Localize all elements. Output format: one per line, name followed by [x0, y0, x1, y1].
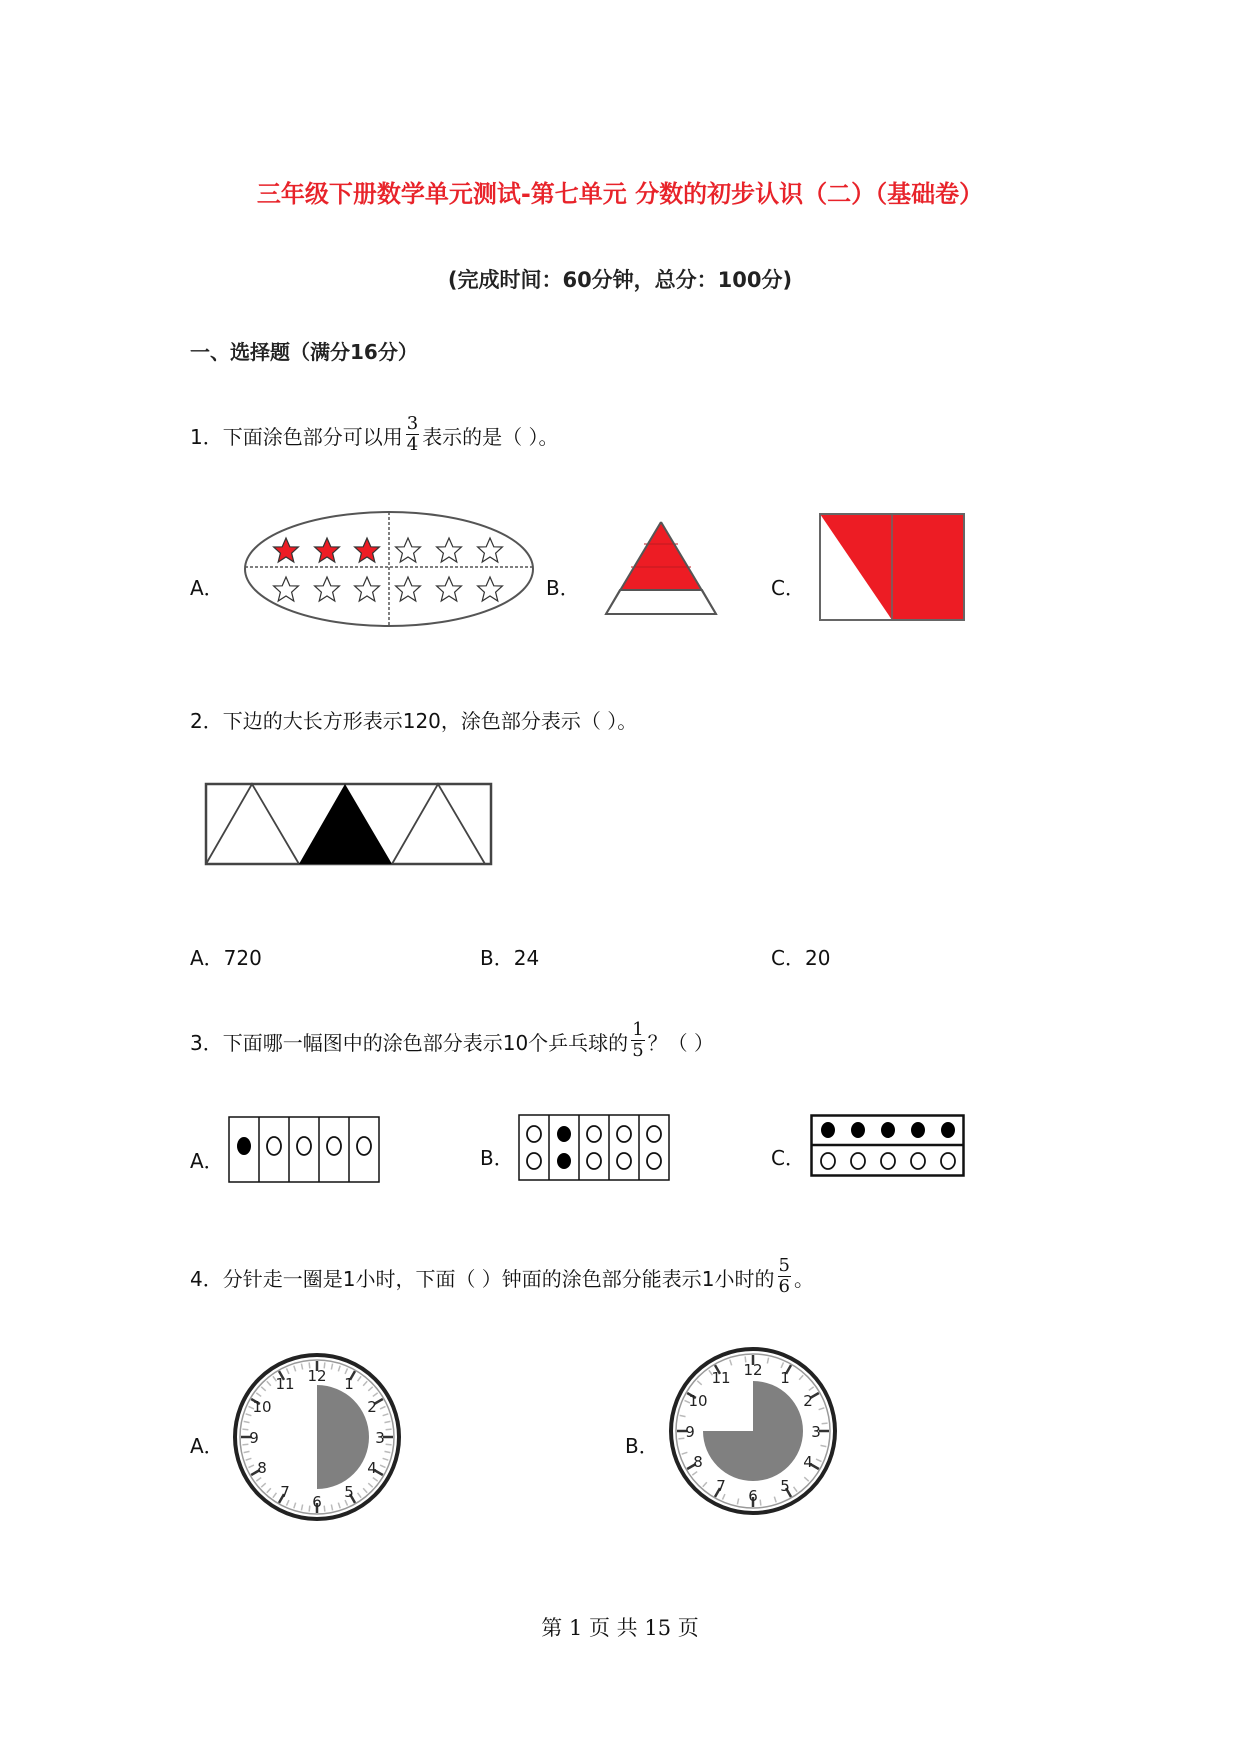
- svg-text:5: 5: [780, 1477, 790, 1495]
- document-title: 三年级下册数学单元测试-第七单元 分数的初步认识（二）（基础卷）: [256, 180, 984, 208]
- svg-text:5: 5: [344, 1483, 354, 1501]
- svg-text:9: 9: [249, 1429, 259, 1447]
- q1-option-a-figure[interactable]: [243, 510, 535, 628]
- svg-text:4: 4: [367, 1459, 377, 1477]
- question-4-text-before: 4．分针走一圈是1小时，下面（ ）钟面的涂色部分能表示1小时的: [190, 1267, 775, 1291]
- svg-text:11: 11: [711, 1369, 731, 1387]
- q3-option-c-figure[interactable]: [810, 1114, 966, 1178]
- rectangle-triangles-icon: [204, 782, 494, 868]
- svg-text:12: 12: [307, 1367, 327, 1385]
- svg-text:1: 1: [344, 1375, 354, 1393]
- svg-text:9: 9: [685, 1423, 695, 1441]
- q3-option-a-label: A．: [190, 1149, 224, 1173]
- question-2: 2．下边的大长方形表示120，涂色部分表示（ ）。: [190, 709, 638, 733]
- fraction-3-4: $\frac{3}{4}$: [406, 413, 419, 455]
- clock-icon: [668, 1346, 838, 1516]
- q1-option-b-figure[interactable]: [602, 518, 720, 616]
- svg-text:12: 12: [743, 1361, 763, 1379]
- q4-option-b-label: B．: [625, 1434, 659, 1458]
- svg-text:8: 8: [257, 1459, 267, 1477]
- square-shaded-icon: [818, 512, 966, 622]
- q4-option-b-figure[interactable]: [668, 1346, 838, 1516]
- question-4-text-after: 。: [793, 1267, 814, 1291]
- q1-option-b-label: B．: [546, 576, 580, 600]
- question-1-text-before: 1．下面涂色部分可以用: [190, 425, 403, 449]
- question-1: [190, 413, 559, 459]
- triangle-strips-icon: [602, 518, 720, 616]
- question-3-text-after: ？（ ）: [647, 1031, 714, 1055]
- svg-text:2: 2: [803, 1392, 813, 1410]
- question-3: [190, 1019, 714, 1065]
- q2-option-b[interactable]: B．24: [480, 946, 540, 970]
- q2-option-c[interactable]: C．20: [771, 946, 831, 970]
- balls-two-rows-icon: [810, 1114, 966, 1178]
- svg-text:6: 6: [312, 1493, 322, 1511]
- q1-option-c-label: C．: [771, 576, 805, 600]
- svg-text:4: 4: [803, 1453, 813, 1471]
- document-subtitle: (完成时间：60分钟，总分：100分): [447, 268, 793, 292]
- balls-grid-icon: [518, 1114, 670, 1182]
- q3-option-a-figure[interactable]: [228, 1116, 380, 1184]
- question-1-text-after: 表示的是（ ）。: [422, 425, 559, 449]
- q2-option-a[interactable]: A．720: [190, 946, 262, 970]
- q3-option-b-label: B．: [480, 1146, 514, 1170]
- svg-text:11: 11: [275, 1375, 295, 1393]
- page-footer: 第 1 页 共 15 页: [541, 1616, 699, 1640]
- balls-row-icon: [228, 1116, 380, 1184]
- svg-text:8: 8: [693, 1453, 703, 1471]
- svg-text:1: 1: [780, 1369, 790, 1387]
- q1-option-c-figure[interactable]: [818, 512, 966, 622]
- svg-text:7: 7: [716, 1477, 726, 1495]
- fraction-5-6: $\frac{5}{6}$: [778, 1255, 790, 1297]
- svg-text:3: 3: [811, 1423, 821, 1441]
- q4-option-a-figure[interactable]: [232, 1352, 402, 1522]
- q2-figure: [204, 782, 494, 868]
- q3-option-c-label: C．: [771, 1146, 805, 1170]
- svg-text:10: 10: [688, 1392, 708, 1410]
- clock-icon: [232, 1352, 402, 1522]
- q4-option-a-label: A．: [190, 1434, 224, 1458]
- svg-text:3: 3: [375, 1429, 385, 1447]
- question-3-text-before: 3．下面哪一幅图中的涂色部分表示10个乒乓球的: [190, 1031, 629, 1055]
- section-heading: 一、选择题（满分16分）: [190, 340, 418, 364]
- question-4: [190, 1255, 814, 1301]
- svg-text:2: 2: [367, 1398, 377, 1416]
- svg-text:6: 6: [748, 1487, 758, 1505]
- q3-option-b-figure[interactable]: [518, 1114, 670, 1182]
- svg-text:7: 7: [280, 1483, 290, 1501]
- fraction-1-5: $\frac{1}{5}$: [632, 1019, 644, 1061]
- svg-text:10: 10: [252, 1398, 272, 1416]
- q1-option-a-label: A．: [190, 576, 224, 600]
- ellipse-stars-icon: [243, 510, 535, 628]
